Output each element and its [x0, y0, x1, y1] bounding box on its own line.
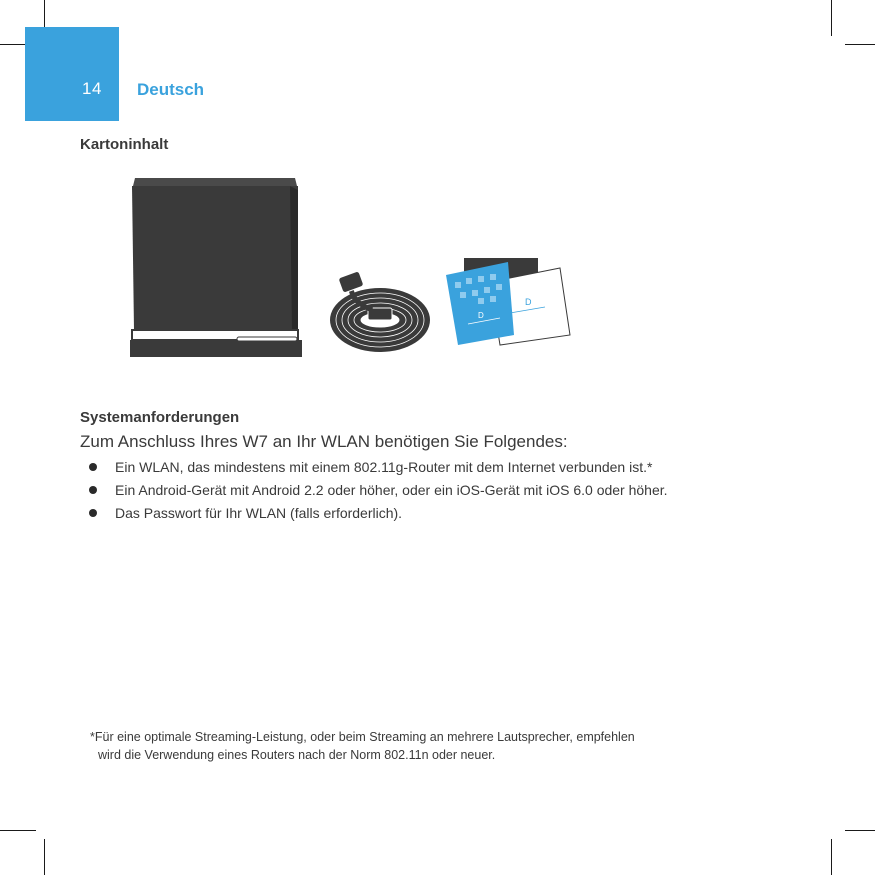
contents-heading: Kartoninhalt — [80, 136, 169, 153]
crop-mark — [831, 839, 832, 875]
requirements-intro: Zum Anschluss Ihres W7 an Ihr WLAN benötigen Sie Folgendes: — [80, 432, 568, 451]
bullet-icon — [89, 463, 97, 471]
footnote-line-1: *Für eine optimale Streaming-Leistung, oder beim Streaming an mehrere Lautsprecher, empfehlen — [90, 730, 635, 744]
crop-mark — [0, 830, 36, 831]
quick-start-guides-illustration — [446, 258, 570, 345]
ethernet-cable-illustration — [330, 271, 430, 352]
bullet-icon — [89, 509, 97, 517]
list-item-text: Ein WLAN, das mindestens mit einem 802.11g-Router mit dem Internet verbunden ist.* — [115, 459, 653, 475]
footnote-line-2: wird die Verwendung eines Routers nach der Norm 802.11n oder neuer. — [98, 748, 496, 762]
crop-mark — [44, 839, 45, 875]
bullet-icon — [89, 486, 97, 494]
requirements-heading: Systemanforderungen — [80, 409, 240, 426]
list-item — [88, 480, 668, 503]
svg-text:D: D — [525, 297, 532, 307]
list-item — [88, 503, 668, 526]
footnote — [90, 728, 635, 764]
svg-text:D: D — [478, 311, 484, 320]
section-language-label: Deutsch — [137, 80, 205, 99]
requirements-list — [88, 457, 668, 526]
box-contents-illustration — [0, 0, 875, 400]
page-number: 14 — [82, 79, 102, 98]
speaker-unit-illustration — [130, 178, 302, 357]
list-item — [88, 457, 668, 480]
list-item-text: Ein Android-Gerät mit Android 2.2 oder höher, oder ein iOS-Gerät mit iOS 6.0 oder höher. — [115, 482, 668, 498]
list-item-text: Das Passwort für Ihr WLAN (falls erforderlich). — [115, 505, 403, 521]
crop-mark — [845, 830, 875, 831]
